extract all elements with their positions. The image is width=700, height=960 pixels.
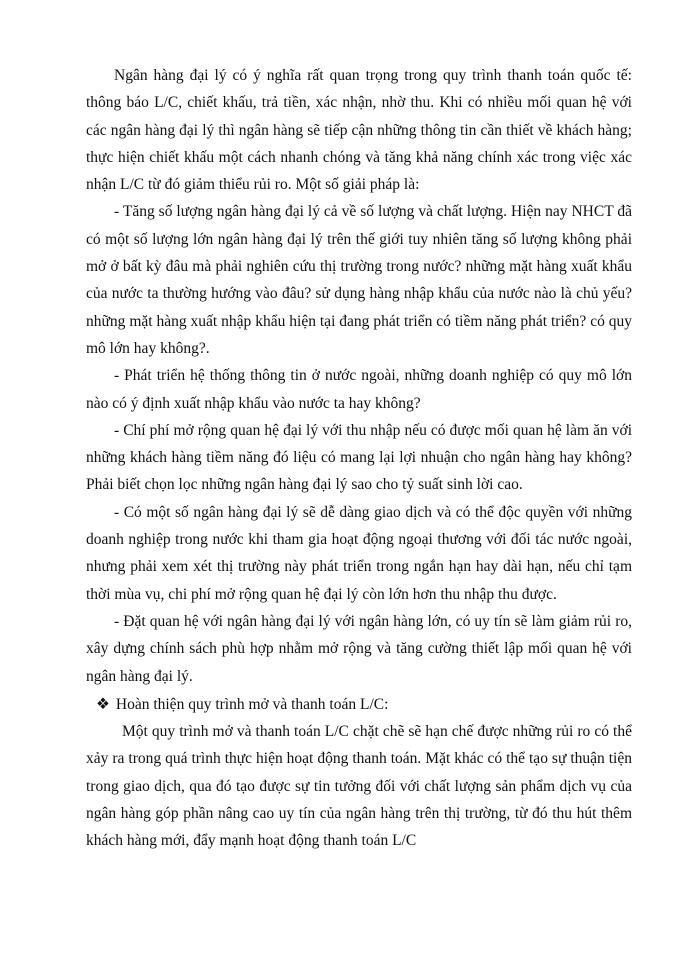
section-heading-text: Hoàn thiện quy trình mở và thanh toán L/C:: [115, 695, 389, 713]
section-heading: [86, 691, 632, 718]
diamond-bullet-icon: ❖: [96, 695, 110, 713]
bullet-paragraph-1: - Tăng số lượng ngân hàng đại lý cả về số lượng và chất lượng. Hiện nay NHCT đã có một số lượng lớn ngân hàng đại lý trên thế giới tuy nhiên tăng số lượng không phải mở ở bất kỳ đâu mà phải nghiên cứu thị trường trong nước? những mặt hàng xuất khẩu của nước ta thường hướng vào đâu? sử dụng hàng nhập khẩu của nước nào là chủ yếu? những mặt hàng xuất nhập khẩu hiện tại đang phát triển có tiềm năng phát triển? có quy mô lớn hay không?.: [86, 203, 632, 357]
bullet-paragraph-3: - Chí phí mở rộng quan hệ đại lý với thu nhập nếu có được mối quan hệ làm ăn với những khách hàng tiềm năng đó liệu có mang lại lợi nhuận cho ngân hàng hay không? Phải biết chọn lọc những ngân hàng đại lý sao cho tỷ suất sinh lời cao.: [86, 421, 632, 494]
bullet-paragraph-2: - Phát triển hệ thống thông tin ở nước ngoài, những doanh nghiệp có quy mô lớn nào có ý định xuất nhập khẩu vào nước ta hay không?: [86, 367, 632, 412]
intro-paragraph: Ngân hàng đại lý có ý nghĩa rất quan trọng trong quy trình thanh toán quốc tế: thông báo L/C, chiết khấu, trả tiền, xác nhận, nhờ thu. Khi có nhiều mối quan hệ với các ngân hàng đại lý thì ngân hàng sẽ tiếp cận những thông tin cần thiết về khách hàng; thực hiện chiết khấu một cách nhanh chóng và tăng khả năng chính xác trong việc xác nhận L/C từ đó giảm thiểu rủi ro. Một số giải pháp là:: [86, 67, 632, 194]
document-page: [86, 62, 632, 855]
closing-paragraph: Một quy trình mở và thanh toán L/C chặt chẽ sẽ hạn chế được những rủi ro có thể xảy ra trong quá trình thực hiện hoạt động thanh toán. Mặt khác có thể tạo sự thuận tiện trong giao dịch, qua đó tạo được sự tin tưởng đối với chất lượng sản phẩm dịch vụ của ngân hàng góp phần nâng cao uy tín của ngân hàng trên thị trường, từ đó thu hút thêm khách hàng mới, đẩy mạnh hoạt động thanh toán L/C: [86, 723, 632, 850]
bullet-paragraph-4: - Có một số ngân hàng đại lý sẽ dễ dàng giao dịch và có thể độc quyền với những doanh nghiệp trong nước khi tham gia hoạt động ngoại thương với đối tác nước ngoài, nhưng phải xem xét thị trường này phát triển trong ngắn hạn hay dài hạn, nếu chỉ tạm thời mùa vụ, chi phí mở rộng quan hệ đại lý còn lớn hơn thu nhập thu được.: [86, 503, 632, 603]
bullet-paragraph-5: - Đặt quan hệ với ngân hàng đại lý với ngân hàng lớn, có uy tín sẽ làm giảm rủi ro, xây dựng chính sách phù hợp nhằm mở rộng và tăng cường thiết lập mối quan hệ với ngân hàng đại lý.: [86, 612, 632, 685]
